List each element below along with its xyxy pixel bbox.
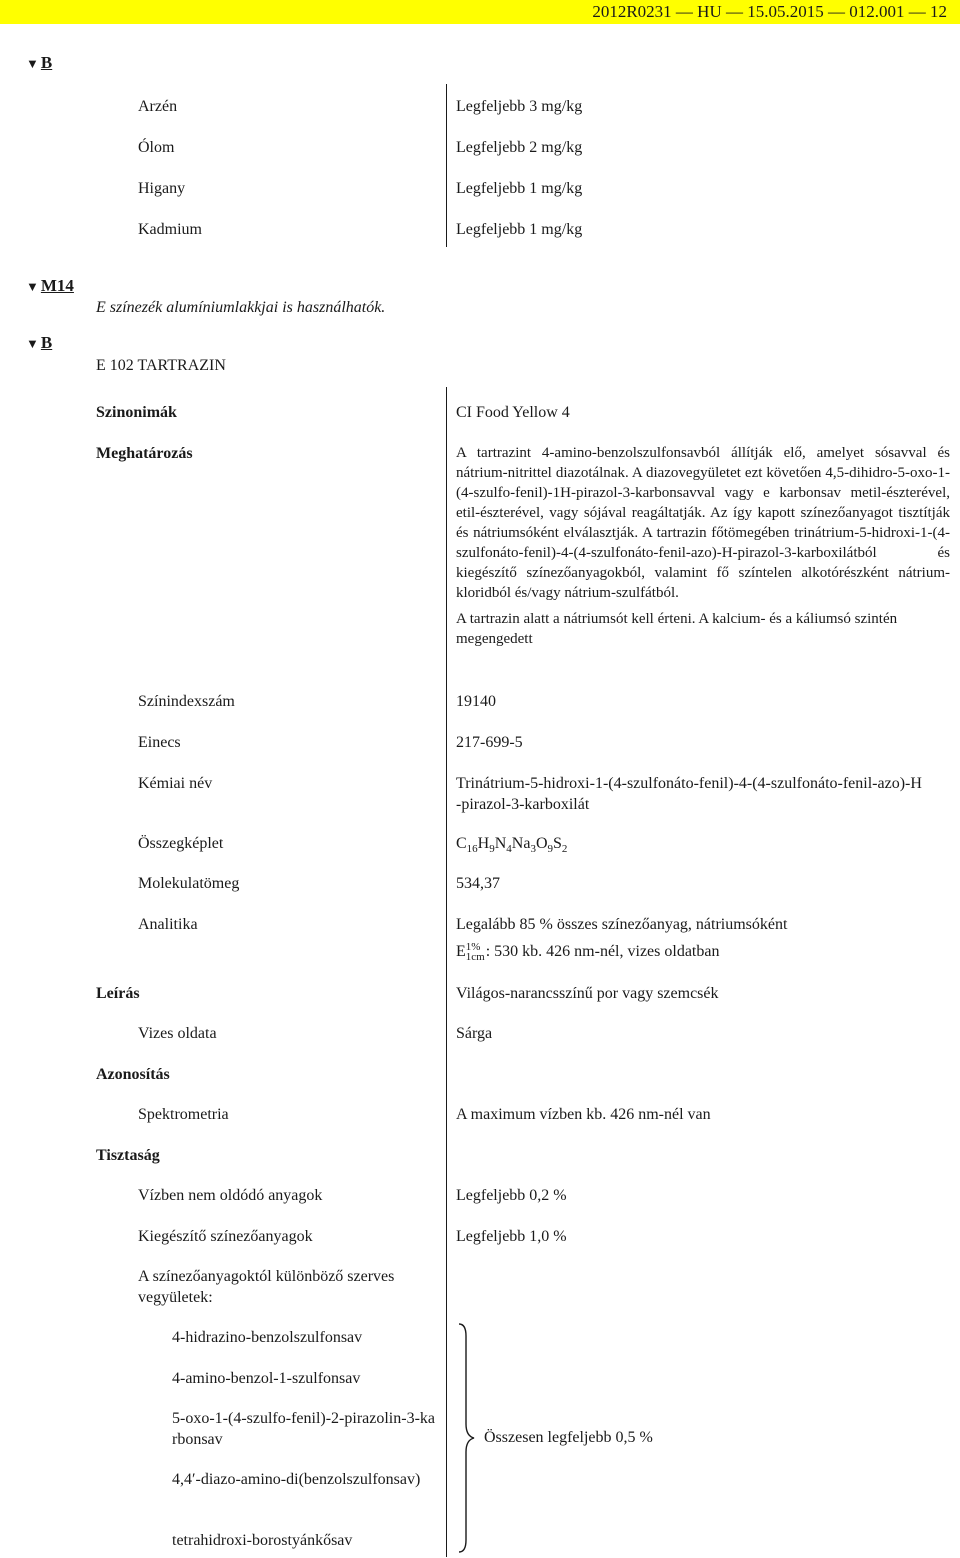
amendment-marker-m14 [26, 276, 74, 297]
formula-label: Összegképlet [138, 835, 224, 852]
spectrometry-label: Spektrometria [138, 1106, 229, 1123]
formula-element: S [553, 835, 562, 852]
formula-count: 9 [547, 843, 554, 856]
chemical-name-label: Kémiai név [138, 775, 213, 792]
formula-element: H [477, 835, 490, 852]
triangle-down-icon: ▼ [26, 336, 39, 351]
aqueous-value: Sárga [456, 1025, 493, 1042]
formula-element: N [494, 835, 507, 852]
extinction-value [456, 942, 719, 962]
organic-item: 4-amino-benzol-1-szulfonsav [172, 1370, 361, 1387]
subsidiary-label: Kiegészítő színezőanyagok [138, 1228, 313, 1245]
description-value: Világos-narancsszínű por vagy szemcsék [456, 985, 719, 1002]
mol-weight-value: 534,37 [456, 875, 500, 892]
document-reference: 2012R0231 — HU — 15.05.2015 — 012.001 — 12 [592, 2, 947, 21]
subsidiary-value: Legfeljebb 1,0 % [456, 1228, 567, 1245]
amendment-marker-b [26, 333, 52, 354]
einecs-label: Einecs [138, 734, 181, 751]
formula-count: 4 [506, 843, 512, 856]
extinction-sub: 1cm [465, 951, 485, 964]
limit-label-mercury: Higany [138, 180, 186, 197]
marker-label[interactable]: B [40, 333, 53, 352]
extinction-text: : 530 kb. 426 nm-nél, vizes oldatban [485, 943, 720, 960]
definition-paragraph: A tartrazint 4-amino-benzolszulfonsavból állítják elő, amelyet sósavval és nátrium-nitrittel diazotálnak. A diazovegyületet ezt követően 4,5-dihidro-5-oxo-1-(4-szulfo-fenil)-1H-pirazol-3-karbonsavval vagy e karbonsav metil-észterével, etil-észterével, vagy sójával reagáltatják. Az így kapott színezőanyagot tisztítják és nátriumsóként elválasztják. A tartrazin főtömegében trinátrium-5-hidroxi-1-(4-szulfonáto-fenil)-4-(4-szulfonáto-fenil-azo)-H-pirazol-3-karboxilátból és kiegészítő színezőanyagokból, valamint fő színtelen alkotórészként nátrium-kloridból és/vagy nátrium-szulfátból. [456, 445, 950, 601]
marker-label[interactable]: B [40, 53, 53, 72]
table-divider [446, 84, 447, 247]
amendment-marker-b [26, 53, 52, 74]
organic-item: 4,4′-diazo-amino-di(benzolszulfonsav) [172, 1471, 421, 1488]
einecs-value: 217-699-5 [456, 734, 523, 751]
organic-compounds-label: A színezőanyagoktól különböző szerves vegyületek: [138, 1268, 395, 1306]
triangle-down-icon: ▼ [26, 279, 39, 294]
formula-element: C [456, 835, 467, 852]
color-index-label: Színindexszám [138, 693, 235, 710]
formula-count: 3 [530, 843, 536, 856]
aluminium-lake-note: E színezék alumíniumlakkjai is használhatók. [96, 299, 386, 316]
formula-count: 2 [561, 843, 568, 856]
formula-element: Na [511, 835, 531, 852]
limit-label-arsenic: Arzén [138, 98, 178, 115]
limit-value-mercury: Legfeljebb 1 mg/kg [456, 180, 583, 197]
synonyms-label: Szinonimák [96, 404, 177, 421]
limit-label-cadmium: Kadmium [138, 221, 202, 238]
color-index-value: 19140 [456, 693, 496, 710]
definition-label: Meghatározás [96, 445, 193, 462]
section-title: E 102 TARTRAZIN [96, 357, 226, 374]
molecular-formula [456, 834, 567, 859]
insoluble-label: Vízben nem oldódó anyagok [138, 1187, 323, 1204]
organic-item: tetrahidroxi-borostyánkősav [172, 1532, 353, 1549]
limit-value-cadmium: Legfeljebb 1 mg/kg [456, 221, 583, 238]
organic-item: 4-hidrazino-benzolszulfonsav [172, 1329, 363, 1346]
spectrometry-value: A maximum vízben kb. 426 nm-nél van [456, 1106, 711, 1123]
definition-paragraph: A tartrazin alatt a nátriumsót kell érteni. A kalcium- és a káliumsó szintén megengedett [456, 611, 898, 647]
identification-label: Azonosítás [96, 1066, 170, 1083]
triangle-down-icon: ▼ [26, 56, 39, 71]
formula-element: O [535, 835, 548, 852]
mol-weight-label: Molekulatömeg [138, 875, 240, 892]
assay-label: Analitika [138, 916, 198, 933]
organic-item: 5-oxo-1-(4-szulfo-fenil)-2-pirazolin-3-karbonsav [172, 1410, 435, 1448]
brace-icon [456, 1322, 482, 1554]
assay-value: Legalább 85 % összes színezőanyag, nátriumsóként [456, 916, 788, 933]
extinction-symbol: E [456, 943, 466, 960]
limit-value-arsenic: Legfeljebb 3 mg/kg [456, 98, 583, 115]
chemical-name-value: Trinátrium-5-hidroxi-1-(4-szulfonáto-fenil)-4-(4-szulfonáto-fenil-azo)-H-pirazol-3-karboxilát [456, 775, 922, 813]
formula-count: 9 [489, 843, 495, 856]
table-divider [446, 387, 447, 1557]
header-bar [0, 0, 960, 24]
description-label: Leírás [96, 985, 140, 1002]
organic-total: Összesen legfeljebb 0,5 % [484, 1429, 653, 1446]
limit-value-lead: Legfeljebb 2 mg/kg [456, 139, 583, 156]
formula-count: 16 [466, 843, 478, 856]
insoluble-value: Legfeljebb 0,2 % [456, 1187, 567, 1204]
definition-text [456, 443, 950, 649]
synonyms-value: CI Food Yellow 4 [456, 404, 570, 421]
aqueous-label: Vizes oldata [138, 1025, 217, 1042]
marker-label[interactable]: M14 [40, 276, 74, 295]
extinction-sup: 1% [465, 941, 481, 954]
limit-label-lead: Ólom [138, 139, 175, 156]
purity-label: Tisztaság [96, 1147, 160, 1164]
